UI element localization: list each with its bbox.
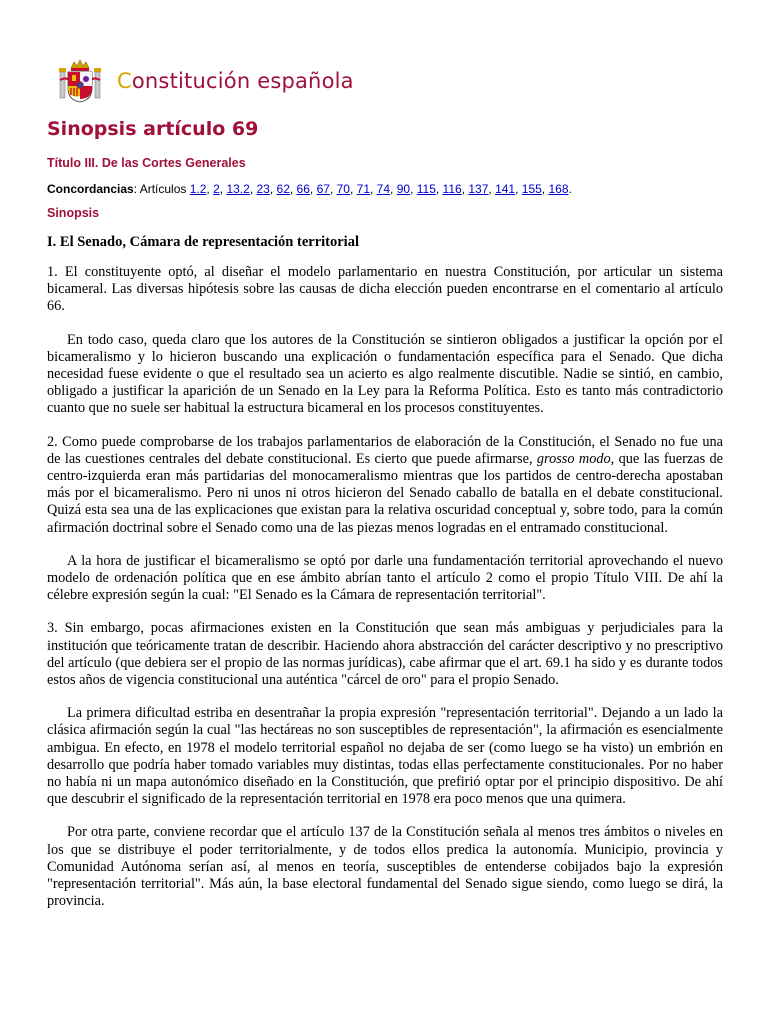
concordancia-link-115[interactable]: 115 [416, 182, 436, 196]
paragraph-1: 1. El constituyente optó, al diseñar el modelo parlamentario en nuestra Constitución, por articular un sistema bicameral. Las diversas hipótesis sobre las causas de dicha elección pueden encontrarse en el comentario al artículo 66. [47, 264, 723, 315]
paragraph-3-part-a: 2. Como puede comprobarse de los trabajos parlamentarios de elaboración de la Constitución, el Senado no fue una de las cuestiones centrales del debate constitucional. Es cierto que puede afirmarse, [47, 433, 723, 467]
concordancia-link-13-2[interactable]: 13.2 [226, 182, 250, 196]
link-separator: , [541, 182, 549, 196]
paragraph-5: 3. Sin embargo, pocas afirmaciones existen en la Constitución que sean más ambiguas y perjudiciales para la institución que teóricamente tratan de describir. Haciendo ahora abstracción del carácter descriptivo y no prescriptivo del artículo (que debiera ser el propio de las normas jurídicas), cabe afirmar que el art. 69.1 ha sido y es durante todos estos años de vigencia constitucional una auténtica "cárcel de oro" para el propio Senado. [47, 620, 723, 689]
concordancia-link-66[interactable]: 66 [296, 182, 310, 196]
link-separator: , [206, 182, 214, 196]
link-separator: , [370, 182, 377, 196]
paragraph-3-italic: grosso modo [536, 450, 611, 467]
paragraph-7: Por otra parte, conviene recordar que el artículo 137 de la Constitución señala al menos tres ámbitos o niveles en los que se distribuye el poder territorialmente, y de todos ellos predica la autonomía. Municipio, provincia y Comunidad Autónoma serían así, al menos en teoría, susceptibles de entenderse cobijados bajo la expresión "representación territorial". Más aún, la base electoral fundamental del Senado sigue siendo, como luego se dirá, la provincia. [47, 824, 723, 910]
link-separator: , [515, 182, 522, 196]
concordancias-prefix: : Artículos [133, 182, 187, 196]
concordancia-link-71[interactable]: 71 [356, 182, 370, 196]
concordancias-links [190, 182, 569, 196]
spanish-coat-of-arms-icon [57, 58, 103, 104]
link-separator: , [461, 182, 469, 196]
concordancia-link-116[interactable]: 116 [442, 182, 462, 196]
concordancia-link-70[interactable]: 70 [336, 182, 350, 196]
paragraph-3 [47, 434, 723, 537]
link-separator: , [309, 182, 317, 196]
link-separator: , [435, 182, 443, 196]
link-separator: , [488, 182, 496, 196]
site-title [117, 69, 354, 93]
concordancia-link-137[interactable]: 137 [468, 182, 489, 196]
article-body [47, 264, 723, 927]
link-separator: , [390, 182, 397, 196]
concordancia-link-168[interactable]: 168 [548, 182, 569, 196]
link-separator: , [329, 182, 337, 196]
link-separator: , [349, 182, 357, 196]
site-title-rest: onstitución española [131, 69, 354, 93]
concordancia-link-1-2[interactable]: 1.2 [189, 182, 207, 196]
titulo-heading: Título III. De las Cortes Generales [47, 156, 246, 170]
concordancia-link-141[interactable]: 141 [495, 182, 516, 196]
page-title: Sinopsis artículo 69 [47, 118, 259, 140]
section-heading: I. El Senado, Cámara de representación territorial [47, 234, 359, 250]
paragraph-4: A la hora de justificar el bicameralismo se optó por darle una fundamentación territorial aprovechando el nuevo modelo de ordenación política que en ese ámbito abrían tanto el artículo 2 como el propio Título VIII. De ahí la célebre expresión según la cual: "El Senado es la Cámara de representación territorial". [47, 552, 723, 604]
concordancias-line [47, 182, 572, 196]
link-separator: , [249, 182, 257, 196]
concordancia-link-67[interactable]: 67 [316, 182, 330, 196]
paragraph-3-part-b: , que las fuerzas de centro-izquierda eran más partidarias del monocameralismo mientras que los partidos de centro-derecha apostaban más por el bicameralismo. Pero ni unos ni otros hicieron del Senado caballo de batalla en el debate constitucional. Quizá esta sea una de las explicaciones que existan para la relativa oscuridad conceptual y, sobre todo, para la común afirmación doctrinal sobre el Senado como una de las piezas menos logradas en el entramado constitucional. [47, 450, 724, 536]
paragraph-2: En todo caso, queda claro que los autores de la Constitución se sintieron obligados a justificar la opción por el bicameralismo y lo hicieron buscando una explicación o fundamentación específica para el Senado. Que dicha necesidad fuese evidente o que el resultado sea un acierto es algo realmente discutible. Nadie se sintió, en cambio, obligado a justificar la aparición de un Senado en la Ley para la Reforma Política. Esto es tanto más contradictorio cuanto que no suele ser habitual la estructura bicameral en los procesos constituyentes. [47, 331, 723, 417]
concordancias-suffix: . [568, 182, 572, 196]
sinopsis-heading: Sinopsis [47, 206, 100, 220]
concordancia-link-2[interactable]: 2 [213, 182, 220, 196]
concordancia-link-74[interactable]: 74 [376, 182, 391, 196]
concordancias-label: Concordancias [47, 182, 134, 196]
link-separator: , [410, 182, 417, 196]
concordancia-link-155[interactable]: 155 [521, 182, 542, 196]
link-separator: , [269, 182, 277, 196]
site-header [57, 58, 354, 104]
paragraph-6: La primera dificultad estriba en desentrañar la propia expresión "representación territorial". Dejando a un lado la clásica afirmación según la cual "las hectáreas no son susceptibles de representación", la afirmación es esencialmente ambigua. En efecto, en 1978 el modelo territorial español no dejaba de ser (como luego se ha visto) un embrión en desarrollo que podría haber tomado variables muy distintas, todas ellas perfectamente constitucionales. Por no haber no había ni un mapa autonómico diseñado en la Constitución, que prefirió optar por el principio dispositivo. De ahí que descubrir el significado de la representación territorial en 1978 era poco menos que una quimera. [47, 705, 723, 808]
link-separator: , [289, 182, 297, 196]
concordancia-link-62[interactable]: 62 [276, 182, 290, 196]
link-separator: , [219, 182, 227, 196]
concordancia-link-23[interactable]: 23 [256, 182, 270, 196]
concordancia-link-90[interactable]: 90 [396, 182, 411, 196]
site-title-initial: C [117, 69, 132, 93]
